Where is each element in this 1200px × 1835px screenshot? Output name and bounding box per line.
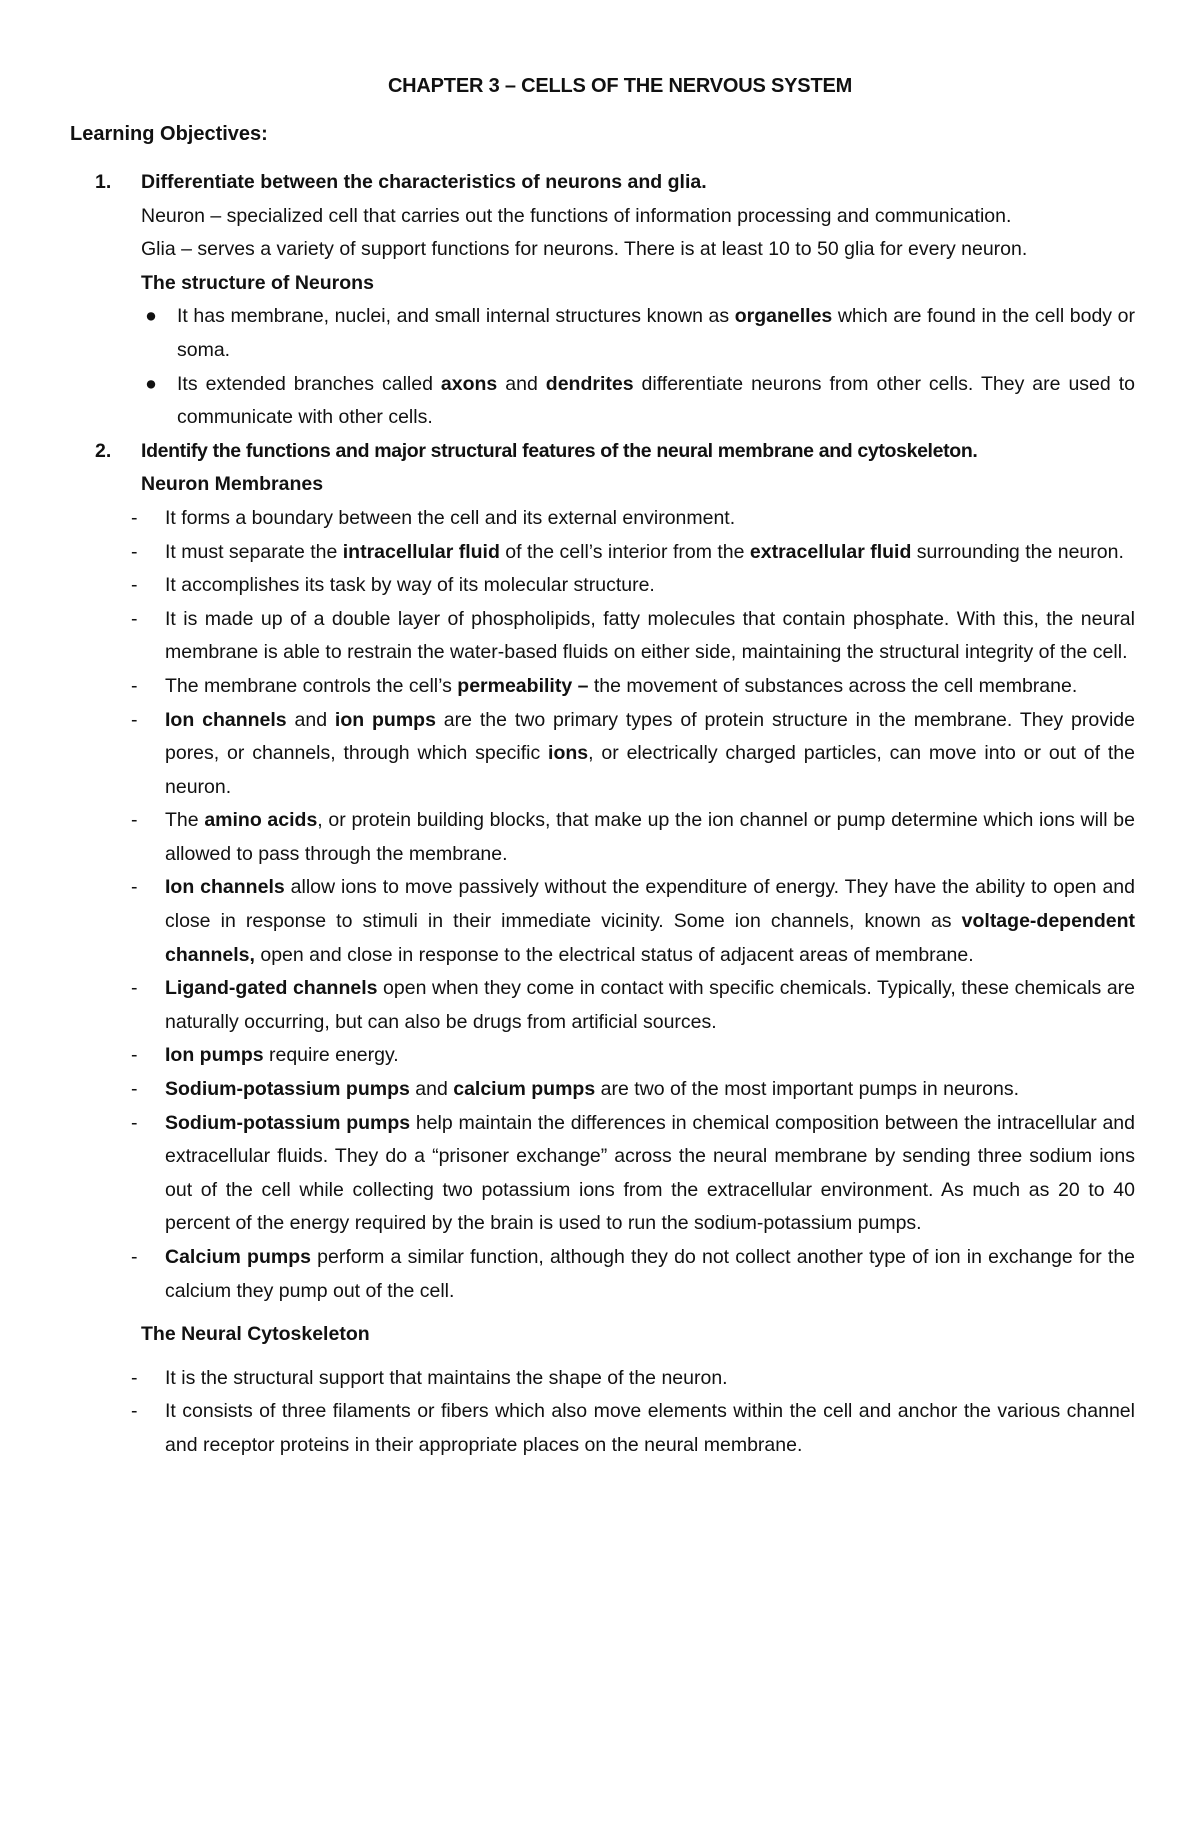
objective-number: 1. bbox=[95, 171, 112, 193]
membrane-items bbox=[95, 502, 1135, 1308]
structure-bullets bbox=[141, 300, 1135, 434]
learning-objectives-label: Learning Objectives: bbox=[70, 123, 268, 145]
structure-heading: The structure of Neurons bbox=[141, 271, 374, 294]
list-item: - The amino acids, or protein building blocks, that make up the ion channel or pump determine which ions will be allowed to pass through the membrane. bbox=[131, 809, 1135, 865]
list-item: - It is the structural support that maintains the shape of the neuron. bbox=[131, 1366, 728, 1389]
list-item: - It consists of three filaments or fibers which also move elements within the cell and anchor the various channel and receptor proteins in their appropriate places on the neural membrane. bbox=[131, 1400, 1135, 1456]
objective-number: 2. bbox=[95, 439, 112, 462]
list-item: - Ion channels allow ions to move passively without the expenditure of energy. They have the ability to open and close in response to stimuli in their immediate vicinity. Some ion channels, known as voltage-dependent channels, open and close in response to the electrical status of adjacent areas of membrane. bbox=[131, 876, 1135, 966]
list-item: - Calcium pumps perform a similar function, although they do not collect another type of ion in exchange for the calcium they pump out of the cell. bbox=[131, 1246, 1136, 1302]
bullet-icon: ● bbox=[145, 372, 157, 395]
chapter-title: CHAPTER 3 – CELLS OF THE NERVOUS SYSTEM bbox=[387, 75, 853, 97]
objective-heading: Differentiate between the characteristics of neurons and glia. bbox=[141, 171, 707, 193]
list-item: - It must separate the intracellular fluid of the cell’s interior from the extracellular fluid surrounding the neuron. bbox=[131, 540, 1124, 563]
list-item: - Ion pumps require energy. bbox=[131, 1044, 399, 1067]
list-item: - The membrane controls the cell’s permeability – the movement of substances across the cell membrane. bbox=[131, 674, 1078, 697]
list-item: ● It has membrane, nuclei, and small internal structures known as organelles which are found in the cell body or soma. bbox=[141, 300, 1135, 367]
objectives-list bbox=[95, 166, 1135, 1463]
objective-2 bbox=[95, 435, 1135, 1463]
glia-definition: Glia – serves a variety of support functions for neurons. There is at least 10 to 50 glia for every neuron. bbox=[141, 238, 1028, 261]
list-item: - Ion channels and ion pumps are the two primary types of protein structure in the membrane. They provide pores, or channels, through which specific ions, or electrically charged particles, can move into or out of the neuron. bbox=[131, 708, 1135, 798]
neuron-definition: Neuron – specialized cell that carries out the functions of information processing and communication. bbox=[141, 204, 1012, 227]
list-item: - It forms a boundary between the cell and its external environment. bbox=[131, 506, 736, 529]
membranes-heading: Neuron Membranes bbox=[141, 473, 324, 496]
bullet-icon: ● bbox=[145, 305, 157, 328]
list-item: - It accomplishes its task by way of its molecular structure. bbox=[131, 574, 655, 597]
list-item: - It is made up of a double layer of phospholipids, fatty molecules that contain phosphate. With this, the neural membrane is able to restrain the water-based fluids on either side, maintaining the structural integrity of the cell. bbox=[131, 607, 1135, 664]
list-item: - Sodium-potassium pumps and calcium pumps are two of the most important pumps in neurons. bbox=[131, 1078, 1019, 1101]
cytoskeleton-items bbox=[95, 1362, 1135, 1463]
cytoskeleton-heading: The Neural Cytoskeleton bbox=[141, 1323, 370, 1346]
list-item: ● Its extended branches called axons and dendrites differentiate neurons from other cells. They are used to communicate with other cells. bbox=[141, 368, 1135, 435]
objective-heading: Identify the functions and major structural features of the neural membrane and cytoskeleton. bbox=[141, 439, 978, 462]
list-item: - Ligand-gated channels open when they come in contact with specific chemicals. Typically, these chemicals are naturally occurring, but can also be drugs from artificial sources. bbox=[131, 977, 1136, 1033]
list-item: - Sodium-potassium pumps help maintain the differences in chemical composition between the intracellular and extracellular fluids. They do a “prisoner exchange” across the neural membrane by sending three sodium ions out of the cell while collecting two potassium ions from the extracellular environment. As much as 20 to 40 percent of the energy required by the brain is used to run the sodium-potassium pumps. bbox=[131, 1111, 1135, 1235]
objective-1 bbox=[95, 166, 1135, 435]
